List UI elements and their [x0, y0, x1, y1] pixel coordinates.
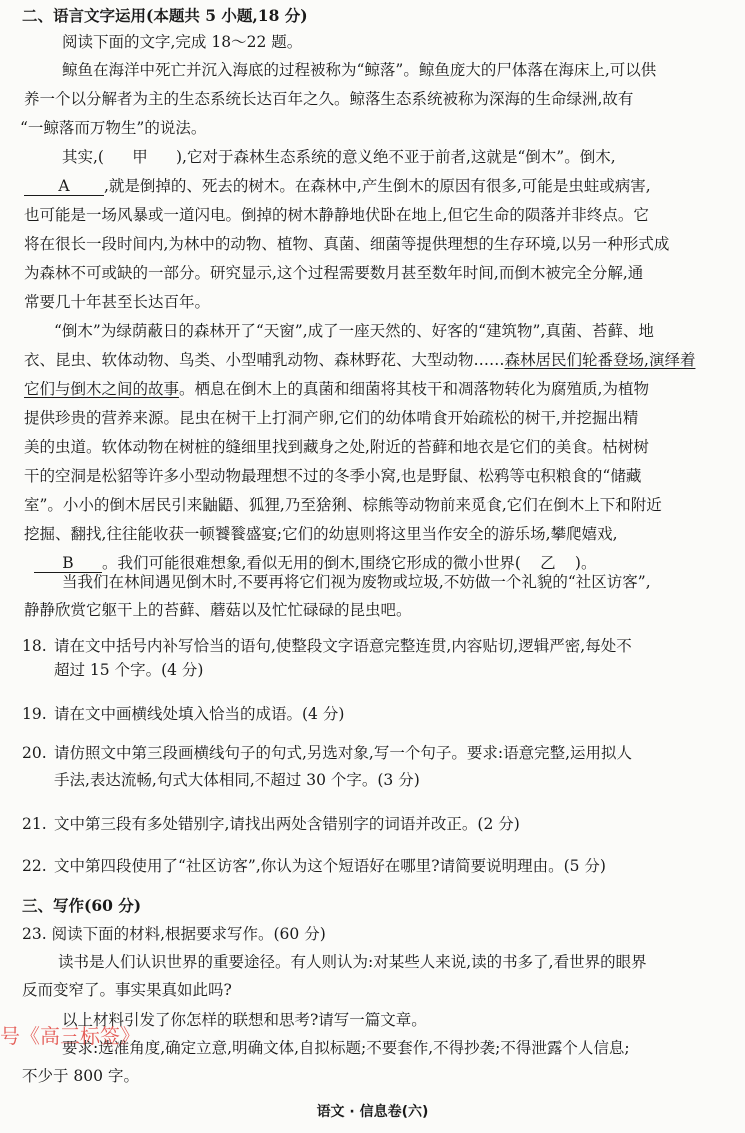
question-21	[22, 814, 520, 834]
p2-line5: 为森林不可或缺的一部分。研究显示,这个过程需要数月甚至数年时间,而倒木被完全分解,通	[24, 264, 644, 282]
p4-line2: 静静欣赏它躯干上的苔藓、蘑菇以及忙忙碌碌的昆虫吧。	[24, 601, 412, 619]
p3-line3-text: 。栖息在倒木上的真菌和细菌将其枝干和凋落物转化为腐殖质,为植物	[179, 380, 649, 398]
p3-line1: “倒木”为绿荫蔽日的森林开了“天窗”,成了一座天然的、好客的“建筑物”,真菌、苔藓、地	[54, 322, 654, 340]
page-footer: 语文 · 信息卷(六)	[316, 1104, 429, 1120]
q20-number: 20.	[22, 744, 47, 762]
p2-line3: 也可能是一场风暴或一道闪电。倒掉的树木静静地伏卧在地上,但它生命的陨落并非终点。它	[24, 206, 649, 224]
p3-line3	[24, 379, 649, 399]
p3-line9	[34, 553, 596, 573]
p3-line2	[24, 350, 695, 370]
p2-line4: 将在很长一段时间内,为林中的动物、植物、真菌、细菌等提供理想的生存环境,以另一种形式成	[24, 235, 670, 253]
p2-line1	[62, 147, 616, 167]
question-23: 23. 阅读下面的材料,根据要求写作。(60 分)	[22, 925, 326, 943]
p3-line5: 美的虫道。软体动物在树桩的缝细里找到藏身之处,附近的苔藓和地衣是它们的美食。枯树树	[24, 438, 649, 456]
p4-line1: 当我们在林间遇见倒木时,不要再将它们视为废物或垃圾,不妨做一个礼貌的“社区访客”,	[62, 573, 651, 591]
material-line3: 以上材料引发了你怎样的联想和思考?请写一篇文章。	[62, 1011, 427, 1029]
p3-line7: 室”。小小的倒木居民引来鼬鼯、狐狸,乃至猞猁、棕熊等动物前来觅食,它们在倒木上下和附近	[24, 496, 662, 514]
q18-number: 18.	[22, 637, 47, 655]
q20-line2: 手法,表达流畅,句式大体相同,不超过 30 个字。(3 分)	[54, 771, 420, 789]
q19-text: 请在文中画横线处填入恰当的成语。(4 分)	[54, 705, 345, 723]
blank-a: A	[24, 177, 104, 196]
section2-heading: 二、语言文字运用(本题共 5 小题,18 分)	[22, 6, 308, 25]
section3-heading: 三、写作(60 分)	[22, 896, 142, 915]
q22-text: 文中第四段使用了“社区访客”,你认为这个短语好在哪里?请简要说明理由。(5 分)	[54, 857, 606, 875]
requirement-line1: 要求:选准角度,确定立意,明确文体,自拟标题;不要套作,不得抄袭;不得泄露个人信息;	[62, 1039, 630, 1057]
material-line1: 读书是人们认识世界的重要途径。有人则认为:对某些人来说,读的书多了,看世界的眼界	[58, 953, 647, 971]
p3-line4: 提供珍贵的营养来源。昆虫在树干上打洞产卵,它们的幼体啃食开始疏松的树干,并挖掘出精	[24, 409, 639, 427]
marker-jia: 甲	[132, 148, 148, 166]
question-22	[22, 856, 606, 876]
q20-text: 请仿照文中第三段画横线句子的句式,另选对象,写一个句子。要求:语意完整,运用拟人	[54, 744, 633, 762]
p2-line6: 常要几十年甚至长达百年。	[24, 293, 211, 311]
p1-line1: 鲸鱼在海洋中死亡并沉入海底的过程被称为“鲸落”。鲸鱼庞大的尸体落在海床上,可以供	[62, 61, 657, 79]
p3-line9-text: 。我们可能很难想象,看似无用的倒木,围绕它形成的微小世界(	[102, 554, 521, 572]
p3-line2-text: 衣、昆虫、软体动物、鸟类、小型哺乳动物、森林野花、大型动物……	[24, 351, 505, 369]
q21-number: 21.	[22, 815, 47, 833]
p2-text-b: ),它对于森林生态系统的意义绝不亚于前者,这就是“倒木”。倒木,	[175, 148, 616, 166]
requirement-line2: 不少于 800 字。	[22, 1067, 139, 1085]
q19-number: 19.	[22, 705, 47, 723]
p2-line2-text: ,就是倒掉的、死去的树木。在森林中,产生倒木的原因有很多,可能是虫蛀或病害,	[104, 177, 651, 195]
question-20	[22, 743, 632, 763]
marker-yi: 乙	[540, 554, 556, 572]
q21-text: 文中第三段有多处错别字,请找出两处含错别字的词语并改正。(2 分)	[54, 815, 520, 833]
p3-line8: 挖掘、翻找,往往能收获一顿饕餮盛宴;它们的幼崽则将这里当作安全的游乐场,攀爬嬉戏,	[24, 525, 618, 543]
blank-b: B	[34, 554, 102, 573]
q18-text: 请在文中括号内补写恰当的语句,使整段文字语意完整连贯,内容贴切,逻辑严密,每处不	[54, 637, 632, 655]
p2-text-a: 其实,(	[62, 148, 104, 166]
underlined-sentence-part1: 森林居民们轮番登场,演绎着	[504, 351, 696, 369]
p1-line2: 养一个以分解者为主的生态系统长达百年之久。鲸落生态系统被称为深海的生命绿洲,故有	[24, 90, 634, 108]
p3-line9-end: )。	[574, 554, 597, 572]
p1-line3: “一鲸落而万物生”的说法。	[20, 119, 207, 137]
q18-line2: 超过 15 个字。(4 分)	[54, 661, 204, 679]
watermark: 号《高三标签》	[0, 1024, 140, 1048]
material-line2: 反而变窄了。事实果真如此吗?	[22, 981, 232, 999]
q22-number: 22.	[22, 857, 47, 875]
question-19	[22, 704, 344, 724]
p3-line6: 干的空洞是松貂等许多小型动物最理想不过的冬季小窝,也是野鼠、松鸦等屯积粮食的“储藏	[24, 467, 642, 485]
question-18	[22, 636, 632, 656]
underlined-sentence-part2: 它们与倒木之间的故事	[24, 380, 180, 398]
section2-intro: 阅读下面的文字,完成 18～22 题。	[62, 33, 303, 51]
p2-line2	[24, 176, 651, 196]
